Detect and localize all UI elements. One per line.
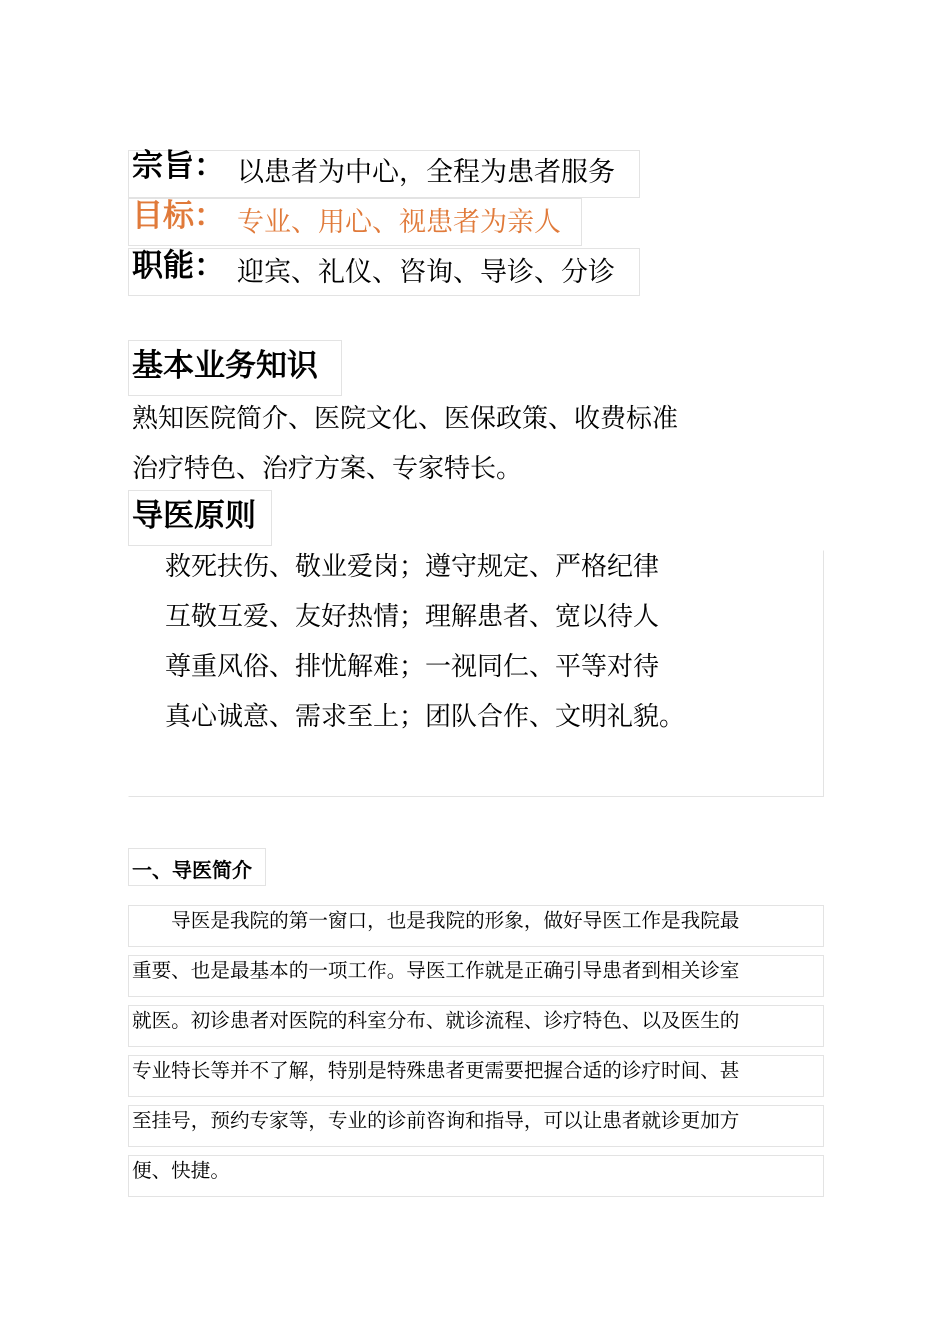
intro-line-1: 导医是我院的第一窗口，也是我院的形象，做好导医工作是我院最 (132, 909, 740, 932)
goal-label: 目标： (132, 198, 225, 234)
knowledge-line-1: 熟知医院简介、医院文化、医保政策、收费标准 (132, 404, 679, 434)
knowledge-title: 基本业务知识 (132, 348, 318, 384)
knowledge-line-2: 治疗特色、治疗方案、专家特长。 (132, 454, 523, 484)
purpose-value: 以患者为中心，全程为患者服务 (237, 157, 615, 188)
intro-line-6: 便、快捷。 (132, 1159, 230, 1182)
principle-line-2: 互敬互爱、友好热情；理解患者、宽以待人 (165, 602, 660, 632)
intro-title: 一、导医简介 (132, 858, 252, 882)
principle-line-3: 尊重风俗、排忧解难；一视同仁、平等对待 (165, 652, 660, 682)
principles-title: 导医原则 (132, 498, 256, 534)
principle-line-1: 救死扶伤、敬业爱岗；遵守规定、严格纪律 (165, 552, 660, 582)
goal-value: 专业、用心、视患者为亲人 (237, 207, 561, 238)
intro-line-4: 专业特长等并不了解，特别是特殊患者更需要把握合适的诊疗时间、甚 (132, 1059, 740, 1082)
principle-line-4: 真心诚意、需求至上；团队合作、文明礼貌。 (165, 702, 686, 732)
function-label: 职能： (132, 248, 225, 284)
function-value: 迎宾、礼仪、咨询、导诊、分诊 (237, 257, 615, 288)
intro-line-2: 重要、也是最基本的一项工作。导医工作就是正确引导患者到相关诊室 (132, 959, 740, 982)
intro-line-3: 就医。初诊患者对医院的科室分布、就诊流程、诊疗特色、以及医生的 (132, 1009, 740, 1032)
purpose-label: 宗旨： (132, 148, 225, 184)
intro-line-5: 至挂号，预约专家等，专业的诊前咨询和指导，可以让患者就诊更加方 (132, 1109, 740, 1132)
